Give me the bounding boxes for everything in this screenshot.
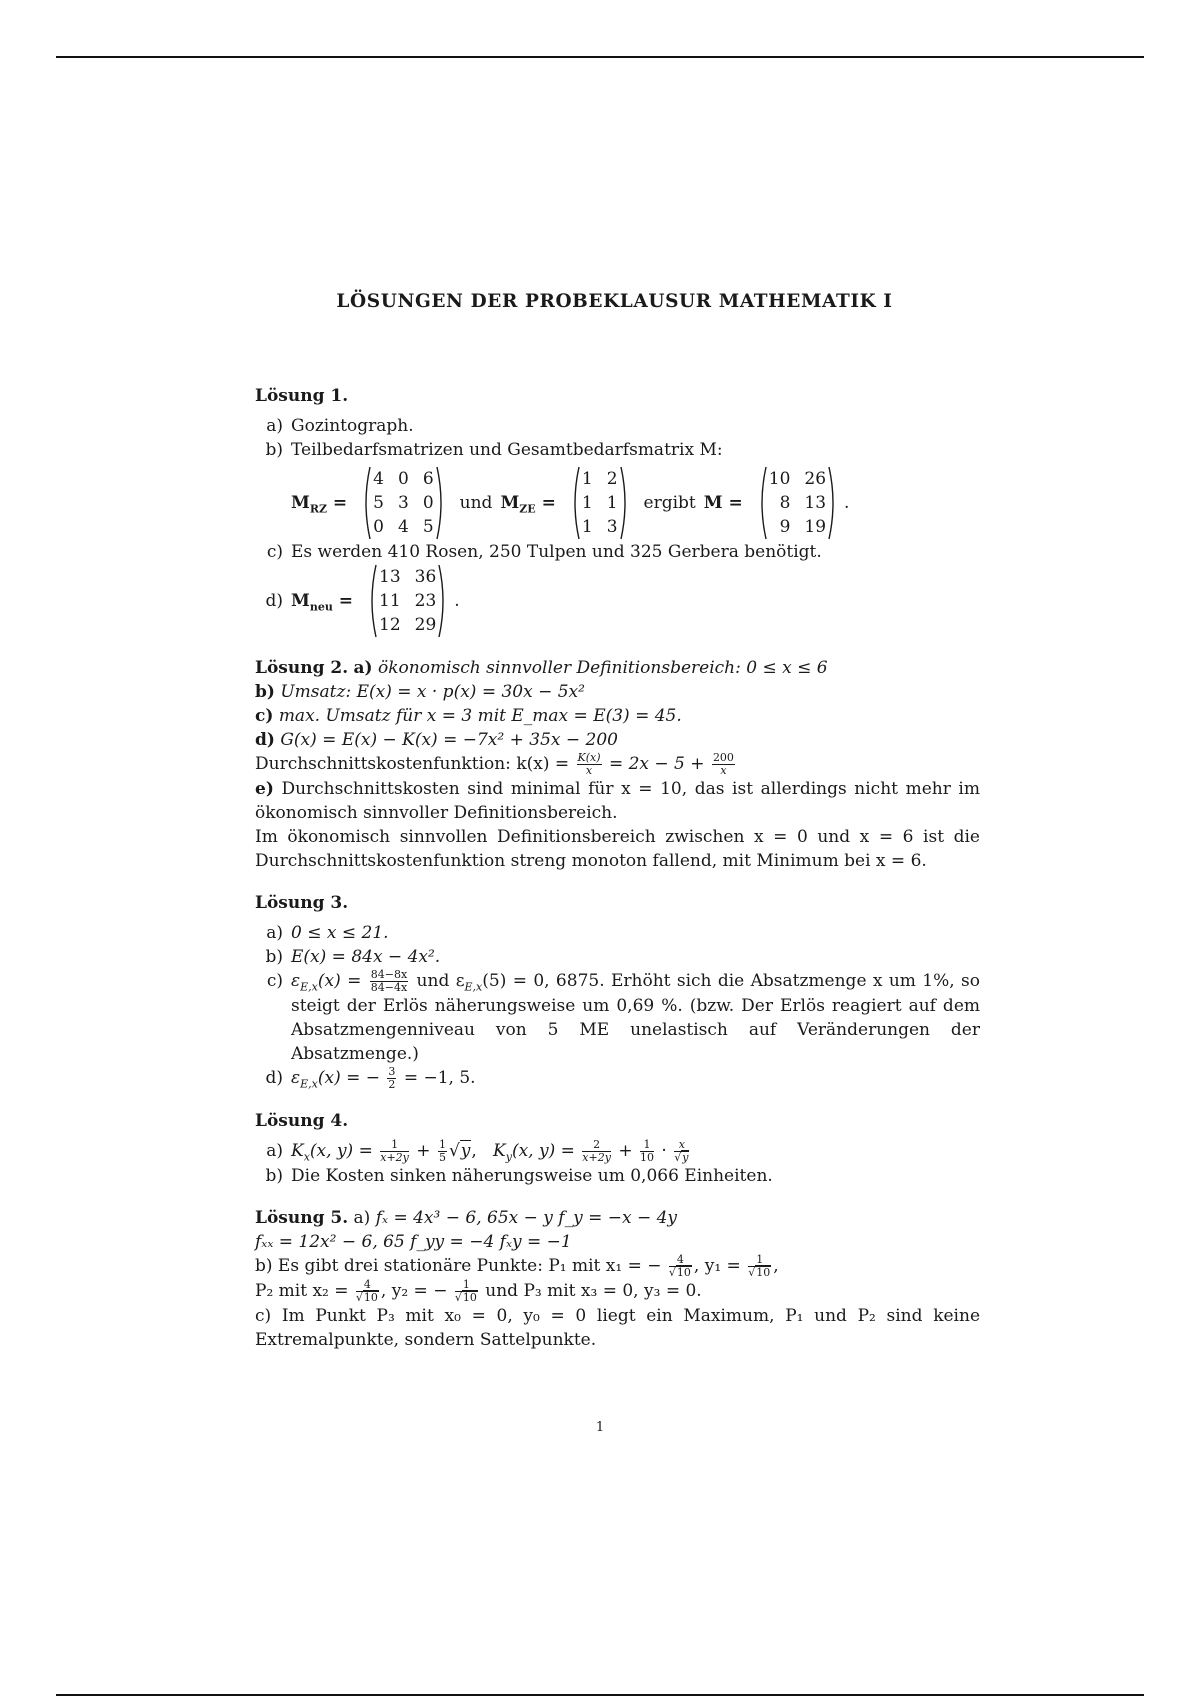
matrix-cell: 6 [422, 469, 434, 489]
solution-2-d: d) G(x) = E(x) − K(x) = −7x² + 35x − 200 [255, 730, 618, 750]
matrix-cell: 1 [606, 493, 618, 513]
matrix-mneu [367, 564, 448, 638]
solution-2-f: Im ökonomisch sinnvollen Definitionsbereich zwischen x = 0 und x = 6 ist die Durchschnittskostenfunktion streng monoton fallend, mit Minimum bei x = 6. [255, 827, 980, 871]
matrix-cell: 4 [398, 517, 409, 537]
matrix-cell: 29 [414, 615, 437, 635]
solution-3-a: a) 0 ≤ x ≤ 21. [266, 923, 389, 943]
bottom-rule [56, 1694, 1144, 1696]
matrix-cell: 12 [379, 615, 401, 635]
matrix-cell: 1 [581, 517, 593, 537]
solution-1-c: c) Es werden 410 Rosen, 250 Tulpen und 325 Gerbera benötigt. [266, 542, 822, 562]
solution-5 [255, 1206, 980, 1352]
matrix-cell: 19 [804, 517, 827, 537]
solution-5-a2: fₓₓ = 12x² − 6, 65 f_yy = −4 fₓy = −1 [255, 1232, 572, 1252]
matrix-cell: 36 [414, 567, 437, 587]
matrix-cell: 5 [373, 493, 384, 513]
matrix-cell: 0 [398, 469, 409, 489]
solution-4 [255, 1109, 980, 1188]
top-rule [56, 56, 1144, 58]
solution-5-a: Lösung 5. a) fₓ = 4x³ − 6, 65x − y f_y = −x − 4y [255, 1208, 678, 1228]
solution-3-d: d) $\varepsilon_{E,x}(x)$ = − $\frac{3}{2}$ = −1, 5. [265, 1065, 476, 1091]
matrix-mrz [361, 466, 445, 540]
matrix-cell: 2 [606, 469, 618, 489]
matrix-cell: 3 [606, 517, 618, 537]
matrix-cell: 1 [581, 469, 593, 489]
solution-1-a: a) Gozintograph. [266, 416, 414, 436]
matrix-cell: 0 [422, 493, 434, 513]
solution-3 [255, 891, 980, 1091]
solution-5-b2: P₂ mit x₂ = $\frac{4}{√10}$ , y₂ = − $\frac{1}{√10}$ und P₃ mit x₃ = 0, y₃ = 0. [255, 1278, 702, 1304]
solution-1 [255, 384, 980, 638]
matrix-row: $M_{RZ}$ = 4 0 6 5 3 0 0 4 5 und $M_{ZE}$ = 1 2 1 1 1 3 ergibt M = 10 26 8 13 9 19 . [291, 466, 980, 540]
matrix-mrz-label: $M_{RZ}$ = [291, 493, 348, 516]
solution-2-a: Lösung 2. a) ökonomisch sinnvoller Definitionsbereich: 0 ≤ x ≤ 6 [255, 658, 828, 678]
matrix-cell: 3 [398, 493, 409, 513]
matrix-cell: 23 [414, 591, 437, 611]
matrix-cell: 5 [422, 517, 434, 537]
matrix-cell: 13 [804, 493, 827, 513]
solution-3-heading: Lösung 3. [255, 893, 349, 913]
solution-1-heading: Lösung 1. [255, 386, 349, 406]
solution-3-c: c) $\varepsilon_{E,x}(x)$ = $\frac{84-8x}{84-4x}$ und $\varepsilon_{E,x}(5) = 0$, 6875. Erhöht sich die Absatzmenge x um 1%, so steigt der Erlös näherungsweise um 0,69 %. (bzw. Der Erlös reagiert auf dem Absatzmengenniveau von 5 ME unelastisch auf Veränderungen der Absatzmenge.) [266, 968, 981, 1064]
matrix-cell: 26 [804, 469, 827, 489]
solution-5-b: b) Es gibt drei stationäre Punkte: P₁ mit x₁ = − $\frac{4}{√10}$ , y₁ = $\frac{1}{√10}$ , [255, 1253, 779, 1279]
solution-1-b: b) Teilbedarfsmatrizen und Gesamtbedarfsmatrix M: [265, 440, 723, 460]
matrix-cell: 4 [373, 469, 384, 489]
solution-4-b: b) Die Kosten sinken näherungsweise um 0,066 Einheiten. [265, 1166, 773, 1186]
matrix-mze [570, 466, 630, 540]
solution-2-c: c) max. Umsatz für x = 3 mit E_max = E(3) = 45. [255, 706, 682, 726]
solution-2 [255, 656, 980, 873]
document-body [255, 290, 980, 1352]
solution-4-heading: Lösung 4. [255, 1111, 349, 1131]
matrix-mze-label: $M_{ZE}$ = [500, 493, 556, 516]
matrix-cell: 0 [373, 517, 384, 537]
solution-5-c: c) Im Punkt P₃ mit x₀ = 0, y₀ = 0 liegt ein Maximum, P₁ und P₂ sind keine Extremalpunkte, sondern Sattelpunkte. [255, 1306, 981, 1350]
solution-2-e: e) Durchschnittskosten sind minimal für x = 10, das ist allerdings nicht mehr im ökonomisch sinnvoller Definitionsbereich. [255, 779, 980, 823]
solution-2-b: b) Umsatz: E(x) = x · p(x) = 30x − 5x² [255, 682, 585, 702]
matrix-cell: 11 [379, 591, 401, 611]
matrix-cell: 8 [779, 493, 791, 513]
solution-3-b: b) E(x) = 84x − 4x². [265, 947, 441, 967]
matrix-cell: 1 [581, 493, 593, 513]
matrix-cell: 10 [768, 469, 791, 489]
matrix-cell: 9 [779, 517, 791, 537]
matrix-m-label: M = [703, 493, 743, 513]
page-number: 1 [595, 1420, 605, 1435]
solution-2-avg-cost: Durchschnittskostenfunktion: k(x) = $\frac{K(x)}{x}$ = 2x − 5 + $\frac{200}{x}$ [255, 751, 734, 777]
matrix-mneu-label: $M_{neu}$ = [291, 591, 353, 614]
matrix-cell: 13 [379, 567, 401, 587]
solution-1-d: d) $M_{neu}$ = 13 36 11 23 12 29 . [255, 564, 980, 638]
page-title: LÖSUNGEN DER PROBEKLAUSUR MATHEMATIK I [336, 291, 893, 312]
solution-4-a: a) $K_x(x$, y) = $\frac{1}{x+2y}$ + $\frac{1}{5}$ √y, $K_y(x$, y) = $\frac{2}{x+2y}$ + $\frac{1}{10}$ · $\frac{x}{√y}$ [266, 1138, 689, 1164]
matrix-m [757, 466, 838, 540]
